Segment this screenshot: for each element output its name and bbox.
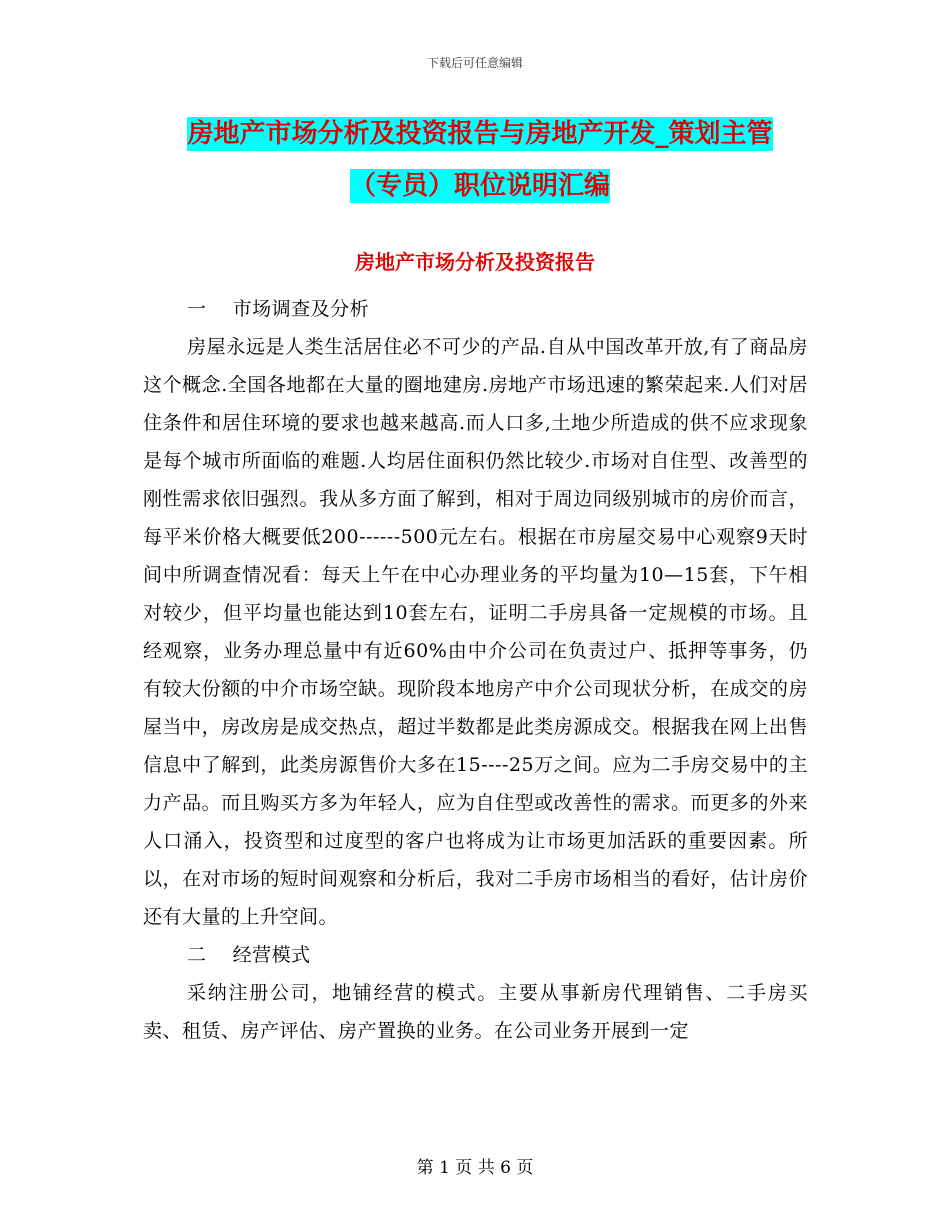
document-title-line2: （专员）职位说明汇编 bbox=[349, 171, 610, 201]
section-heading-2: 二 经营模式 bbox=[187, 944, 311, 966]
section-heading-1: 一 市场调查及分析 bbox=[187, 298, 370, 320]
header-note: 下载后可任意编辑 bbox=[426, 56, 523, 70]
page-footer: 第 1 页 共 6 页 bbox=[416, 1158, 534, 1178]
paragraph-2: 采纳注册公司，地铺经营的模式。主要从事新房代理销售、二手房买卖、租赁、房产评估、房产置换的业务。在公司业务开展到一定 bbox=[143, 982, 808, 1042]
section-title: 房地产市场分析及投资报告 bbox=[355, 250, 595, 274]
document-title bbox=[140, 108, 820, 212]
document-body bbox=[143, 290, 808, 1050]
paragraph-1: 房屋永远是人类生活居住必不可少的产品.自从中国改革开放,有了商品房这个概念.全国各地都在大量的圈地建房.房地产市场迅速的繁荣起来.人们对居住条件和居住环境的要求也越来越高.而人口多,土地少所造成的供不应求现象是每个城市所面临的难题.人均居住面积仍然比较少.市场对自住型、改善型的刚性需求依旧强烈。我从多方面了解到，相对于周边同级别城市的房价而言，每平米价格大概要低200------500元左右。根据在市房屋交易中心观察9天时间中所调查情况看：每天上午在中心办理业务的平均量为10—15套，下午相对较少，但平均量也能达到10套左右，证明二手房具备一定规模的市场。且经观察，业务办理总量中有近60%由中介公司在负责过户、抵押等事务，仍有较大份额的中介市场空缺。现阶段本地房产中介公司现状分析，在成交的房屋当中，房改房是成交热点，超过半数都是此类房源成交。根据我在网上出售信息中了解到，此类房源售价大多在15----25万之间。应为二手房交易中的主力产品。而且购买方多为年轻人，应为自住型或改善性的需求。而更多的外来人口涌入，投资型和过度型的客户也将成为让市场更加活跃的重要因素。所以，在对市场的短时间观察和分析后，我对二手房市场相当的看好，估计房价还有大量的上升空间。 bbox=[143, 336, 808, 928]
document-title-line1: 房地产市场分析及投资报告与房地产开发_策划主管 bbox=[187, 119, 773, 149]
